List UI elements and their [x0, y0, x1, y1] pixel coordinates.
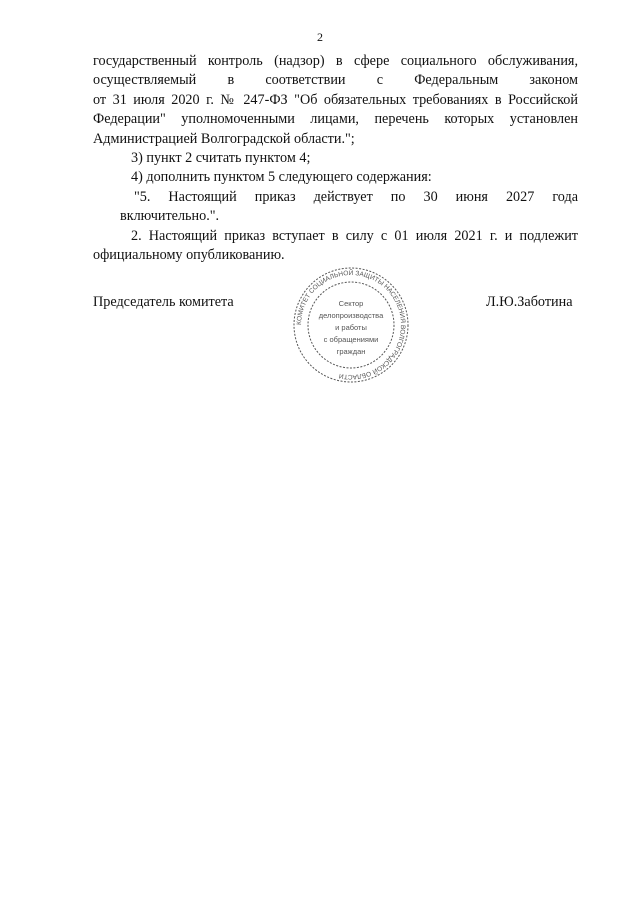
paragraph-1-line-4: Федерации" уполномоченными лицами, перечень которых установлен: [93, 111, 578, 128]
paragraph-2-line-2: официальному опубликованию.: [93, 247, 285, 264]
stamp-line-3: и работы: [335, 323, 367, 332]
document-body: [93, 52, 578, 265]
item-3: 3) пункт 2 считать пунктом 4;: [131, 150, 311, 167]
paragraph-1-line-3: от 31 июля 2020 г. № 247-ФЗ "Об обязательных требованиях в Российской: [93, 91, 578, 108]
paragraph-1-line-2: осуществляемый в соответствии с Федеральным законом: [93, 72, 578, 89]
quote-line-2: включительно.".: [120, 208, 220, 225]
signatory-name: Л.Ю.Заботина: [486, 294, 573, 310]
stamp-ring-text: КОМИТЕТ СОЦИАЛЬНОЙ ЗАЩИТЫ НАСЕЛЕНИЯ ВОЛГОГРАДСКОЙ ОБЛАСТИ: [295, 269, 407, 381]
paragraph-2-line-1: 2. Настоящий приказ вступает в силу с 01 июля 2021 г. и подлежит: [131, 227, 578, 244]
official-stamp: [292, 266, 410, 384]
stamp-line-2: делопроизводства: [318, 311, 384, 320]
item-4: 4) дополнить пунктом 5 следующего содержания:: [131, 169, 432, 186]
signatory-title: Председатель комитета: [93, 294, 234, 310]
stamp-line-4: с обращениями: [323, 335, 379, 344]
quote-line-1: "5. Настоящий приказ действует по 30 июня 2027 года: [134, 188, 578, 205]
stamp-line-1: Сектор: [338, 299, 364, 308]
page-number: 2: [317, 30, 323, 44]
stamp-line-5: граждан: [336, 347, 366, 356]
paragraph-1-line-1: государственный контроль (надзор) в сфере социального обслуживания,: [93, 53, 578, 69]
paragraph-1-line-5: Администрацией Волгоградской области.";: [93, 130, 355, 147]
